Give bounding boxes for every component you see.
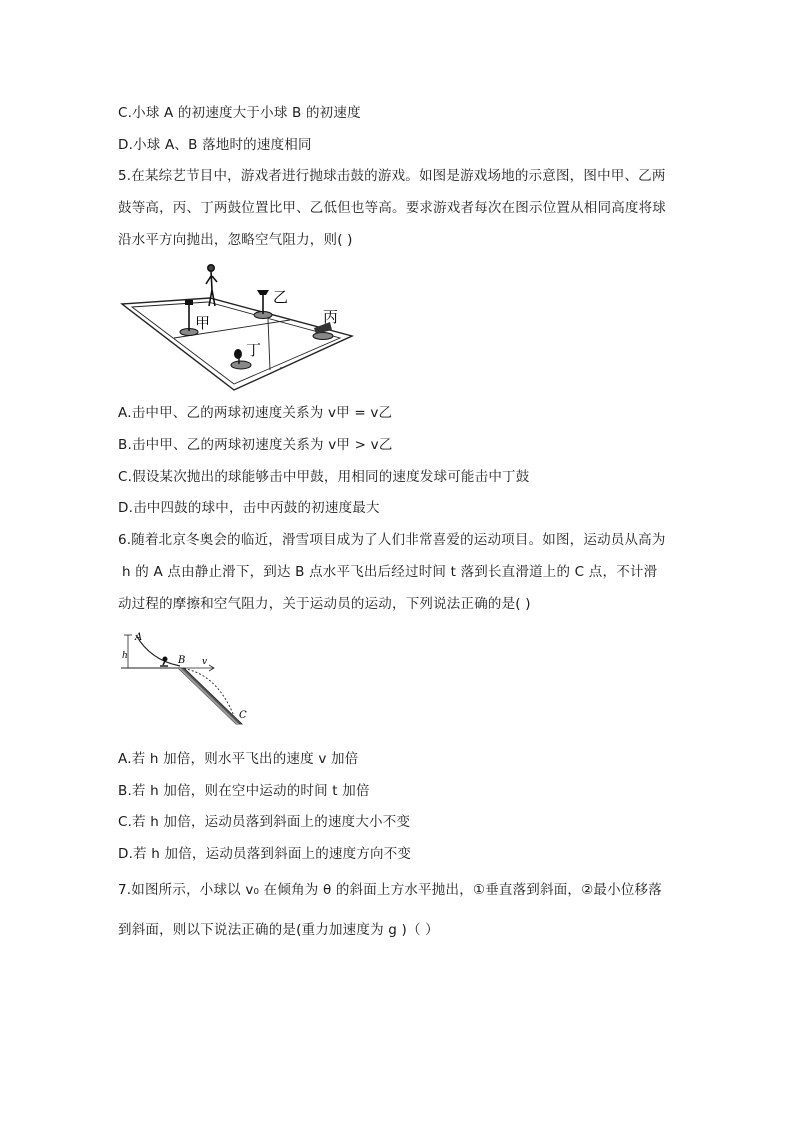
option-c-q5: C.假设某次抛出的球能够击中甲鼓，用相同的速度发球可能击中丁鼓 [118, 469, 530, 485]
option-d-q5: D.击中四鼓的球中，击中丙鼓的初速度最大 [118, 500, 380, 516]
label-h: h [122, 651, 128, 661]
question-5-stem-line-3: 沿水平方向抛出，忽略空气阻力，则( ) [118, 232, 353, 248]
option-d-q6: D.若 h 加倍，运动员落到斜面上的速度方向不变 [118, 846, 412, 862]
drum-yi [254, 290, 272, 319]
field-sideline [268, 319, 270, 370]
question-5-stem-line-2: 鼓等高，丙、丁两鼓位置比甲、乙低但也等高。要求游戏者每次在图示位置从相同高度将球 [118, 200, 666, 216]
option-b-q6: B.若 h 加倍，则在空中运动的时间 t 加倍 [118, 783, 370, 799]
question-6-stem-line-3: 动过程的摩擦和空气阻力，关于运动员的运动，下列说法正确的是( ) [118, 596, 531, 612]
option-a-q5: A.击中甲、乙的两球初速度关系为 v甲 = v乙 [118, 405, 393, 421]
option-c-q6: C.若 h 加倍，运动员落到斜面上的速度大小不变 [118, 814, 411, 830]
label-ding: 丁 [246, 341, 262, 359]
label-jia: 甲 [195, 314, 211, 332]
question-6-stem-line-2: h 的 A 点由静止滑下，到达 B 点水平飞出后经过时间 t 落到长直滑道上的 C 点，不计滑 [122, 564, 658, 580]
question-7-stem-line-2: 到斜面，则以下说法正确的是(重力加速度为 g )（ ） [118, 922, 439, 938]
field-outer-border [122, 298, 352, 390]
question-6-stem-line-1: 6.随着北京冬奥会的临近，滑雪项目成为了人们非常喜爱的运动项目。如图，运动员从高为 [118, 532, 666, 548]
option-b-q5: B.击中甲、乙的两球初速度关系为 v甲 > v乙 [118, 437, 393, 453]
option-a-q6: A.若 h 加倍，则水平飞出的速度 v 加倍 [118, 751, 359, 767]
label-B: B [178, 655, 186, 666]
label-v: v [202, 657, 208, 667]
drum-field-figure [118, 260, 368, 395]
option-c-q4: C.小球 A 的初速度大于小球 B 的初速度 [118, 105, 361, 121]
question-7-stem-line-1: 7.如图所示，小球以 v₀ 在倾角为 θ 的斜面上方水平抛出，①垂直落到斜面，②最小位移落 [118, 882, 662, 898]
option-d-q4: D.小球 A、B 落地时的速度相同 [118, 137, 312, 153]
field-inner-border [132, 302, 340, 384]
ski-jump-figure [118, 628, 258, 728]
label-C: C [239, 710, 247, 721]
question-5-stem-line-1: 5.在某综艺节目中，游戏者进行抛球击鼓的游戏。如图是游戏场地的示意图，图中甲、乙两 [118, 168, 666, 184]
label-bing: 丙 [323, 308, 339, 326]
label-A: A [135, 632, 143, 643]
label-yi: 乙 [273, 288, 289, 306]
